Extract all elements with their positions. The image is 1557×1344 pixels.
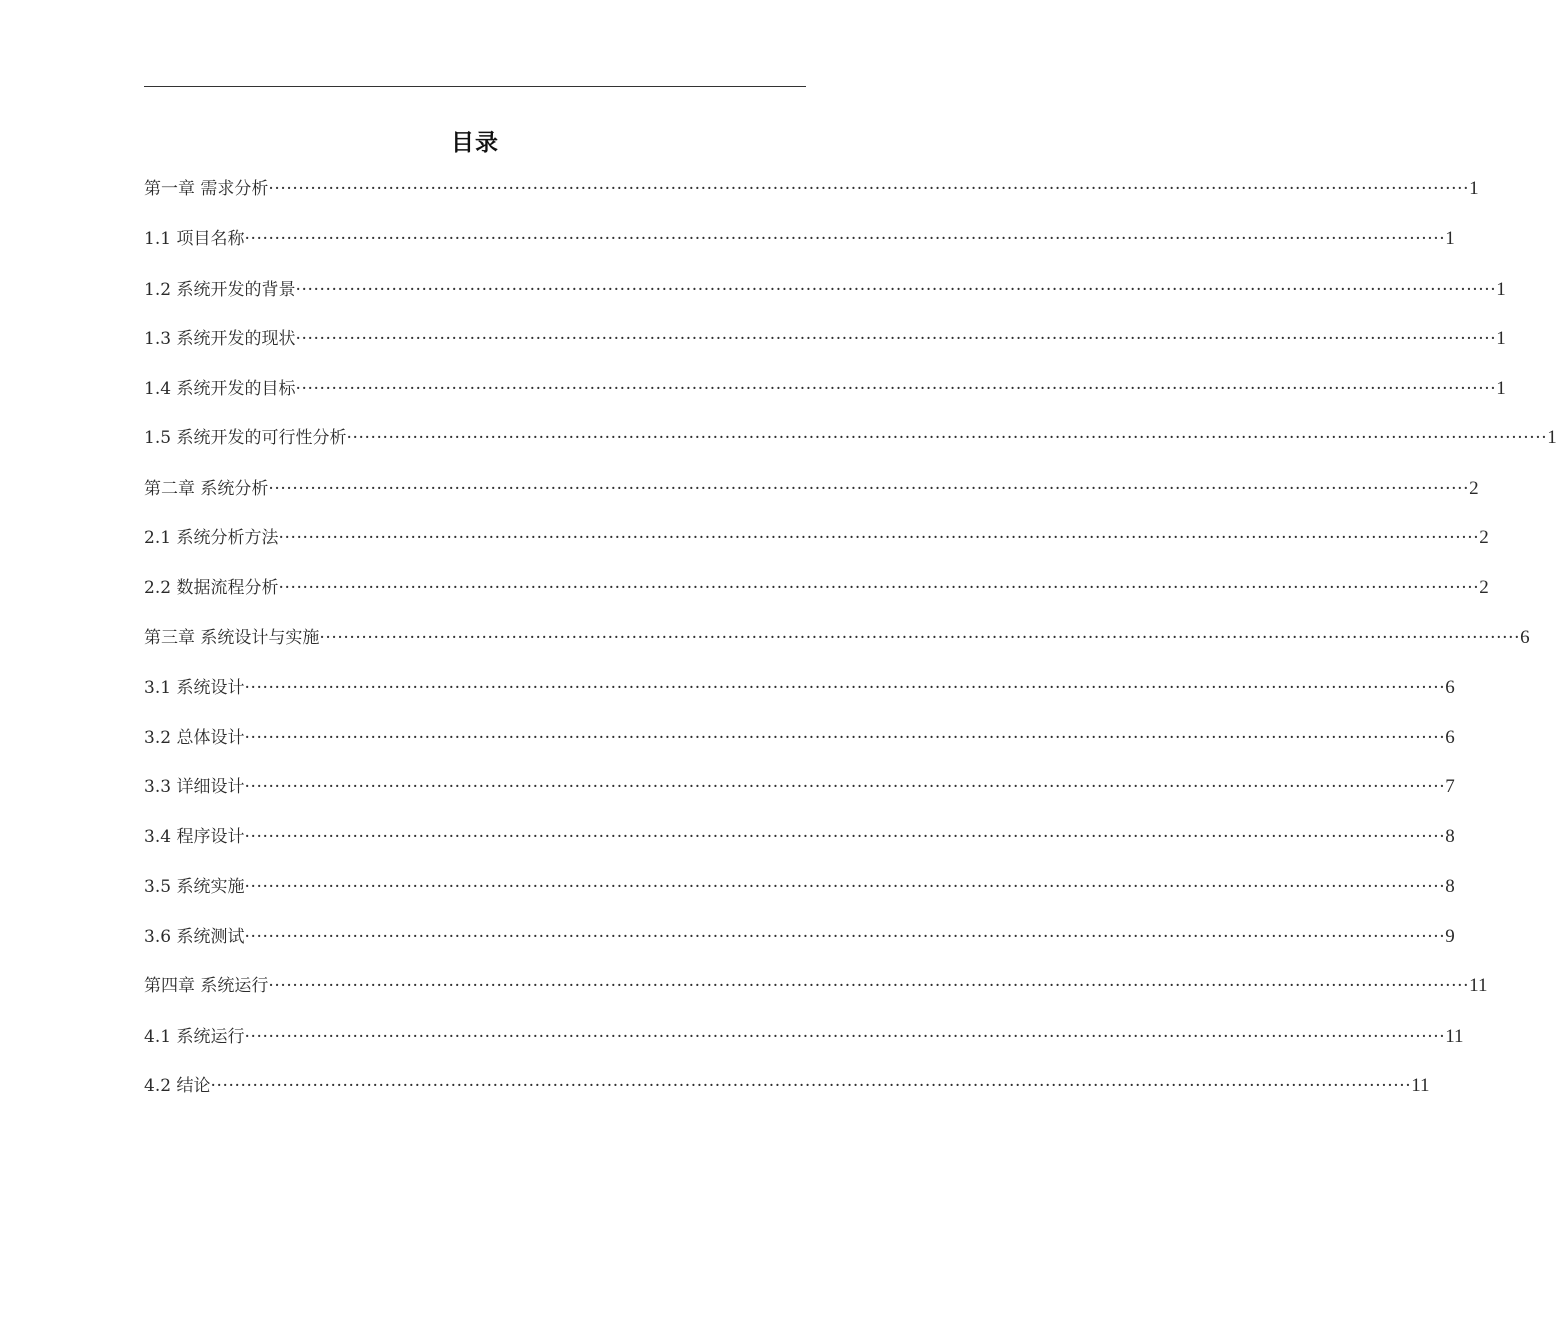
- toc-entry-label: 3.2 总体设计: [144, 728, 245, 748]
- toc-entry-label: 4.2 结论: [144, 1076, 211, 1096]
- toc-entry-page: 2: [1469, 478, 1479, 499]
- dot-leader: ········································································································································································································: [346, 428, 1548, 448]
- dot-leader: ········································································································································································································: [244, 877, 1446, 897]
- dot-leader: ········································································································································································································: [268, 179, 1470, 199]
- toc-entry-label: 4.1 系统运行: [144, 1027, 245, 1047]
- toc-entry-chapter-4[interactable]: [144, 973, 1488, 999]
- dot-leader: ········································································································································································································: [244, 927, 1446, 947]
- dot-leader: ········································································································································································································: [244, 229, 1446, 249]
- toc-entry-page: 1: [1496, 328, 1506, 349]
- toc-entry-chapter-1[interactable]: [144, 176, 1479, 202]
- toc-entry-page: 1: [1496, 378, 1506, 399]
- dot-leader: ········································································································································································································: [319, 628, 1521, 648]
- dot-leader: ········································································································································································································: [268, 479, 1470, 499]
- toc-entry-page: 1: [1445, 228, 1455, 249]
- dot-leader: ········································································································································································································: [244, 827, 1446, 847]
- toc-entry-label: 2.2 数据流程分析: [144, 578, 279, 598]
- toc-entry-1-5[interactable]: [144, 425, 1557, 451]
- toc-entry-1-4[interactable]: [144, 376, 1506, 402]
- dot-leader: ········································································································································································································: [278, 578, 1480, 598]
- toc-entry-label: 1.3 系统开发的现状: [144, 329, 296, 349]
- toc-entry-page: 6: [1520, 627, 1530, 648]
- toc-entry-page: 1: [1496, 279, 1506, 300]
- toc-entry-label: 第三章 系统设计与实施: [144, 628, 320, 648]
- toc-entry-label: 1.4 系统开发的目标: [144, 379, 296, 399]
- dot-leader: ········································································································································································································: [244, 1027, 1446, 1047]
- toc-entry-page: 2: [1479, 527, 1489, 548]
- toc-title: 目录: [451, 130, 499, 156]
- toc-entry-label: 1.1 项目名称: [144, 229, 245, 249]
- toc-entry-label: 1.2 系统开发的背景: [144, 280, 296, 300]
- toc-entry-label: 3.4 程序设计: [144, 827, 245, 847]
- toc-entry-label: 第二章 系统分析: [144, 479, 269, 499]
- toc-entry-1-2[interactable]: [144, 277, 1506, 303]
- toc-entry-page: 1: [1547, 427, 1557, 448]
- toc-entry-page: 11: [1469, 975, 1488, 996]
- dot-leader: ········································································································································································································: [244, 777, 1446, 797]
- toc-entry-1-3[interactable]: [144, 326, 1506, 352]
- toc-entry-label: 3.1 系统设计: [144, 678, 245, 698]
- toc-entry-1-1[interactable]: [144, 226, 1455, 252]
- dot-leader: ········································································································································································································: [268, 976, 1470, 996]
- toc-entry-3-4[interactable]: [144, 824, 1455, 850]
- dot-leader: ········································································································································································································: [244, 728, 1446, 748]
- toc-entry-label: 第一章 需求分析: [144, 179, 269, 199]
- toc-entry-page: 6: [1445, 727, 1455, 748]
- toc-entry-page: 8: [1445, 826, 1455, 847]
- toc-entry-label: 1.5 系统开发的可行性分析: [144, 428, 347, 448]
- toc-entry-3-2[interactable]: [144, 725, 1455, 751]
- toc-entry-label: 2.1 系统分析方法: [144, 528, 279, 548]
- toc-entry-label: 3.3 详细设计: [144, 777, 245, 797]
- toc-entry-page: 11: [1445, 1026, 1464, 1047]
- toc-entry-page: 11: [1411, 1075, 1430, 1096]
- toc-entry-page: 2: [1479, 577, 1489, 598]
- dot-leader: ········································································································································································································: [244, 678, 1446, 698]
- dot-leader: ········································································································································································································: [295, 280, 1497, 300]
- dot-leader: ········································································································································································································: [295, 379, 1497, 399]
- dot-leader: ········································································································································································································: [210, 1076, 1412, 1096]
- toc-entry-4-1[interactable]: [144, 1024, 1464, 1050]
- dot-leader: ········································································································································································································: [295, 329, 1497, 349]
- toc-entry-label: 3.5 系统实施: [144, 877, 245, 897]
- toc-entry-page: 6: [1445, 677, 1455, 698]
- toc-entry-2-1[interactable]: [144, 525, 1489, 551]
- toc-entry-label: 第四章 系统运行: [144, 976, 269, 996]
- toc-entry-page: 8: [1445, 876, 1455, 897]
- toc-entry-3-5[interactable]: [144, 874, 1455, 900]
- toc-entry-3-3[interactable]: [144, 774, 1455, 800]
- toc-entry-chapter-3[interactable]: [144, 625, 1530, 651]
- toc-entry-chapter-2[interactable]: [144, 476, 1479, 502]
- toc-entry-3-1[interactable]: [144, 675, 1455, 701]
- toc-entry-page: 1: [1469, 178, 1479, 199]
- toc-entry-4-2[interactable]: [144, 1073, 1430, 1099]
- dot-leader: ········································································································································································································: [278, 528, 1480, 548]
- toc-entry-page: 7: [1445, 776, 1455, 797]
- toc-entry-3-6[interactable]: [144, 924, 1455, 950]
- toc-entry-2-2[interactable]: [144, 575, 1489, 601]
- toc-entry-page: 9: [1445, 926, 1455, 947]
- toc-entry-label: 3.6 系统测试: [144, 927, 245, 947]
